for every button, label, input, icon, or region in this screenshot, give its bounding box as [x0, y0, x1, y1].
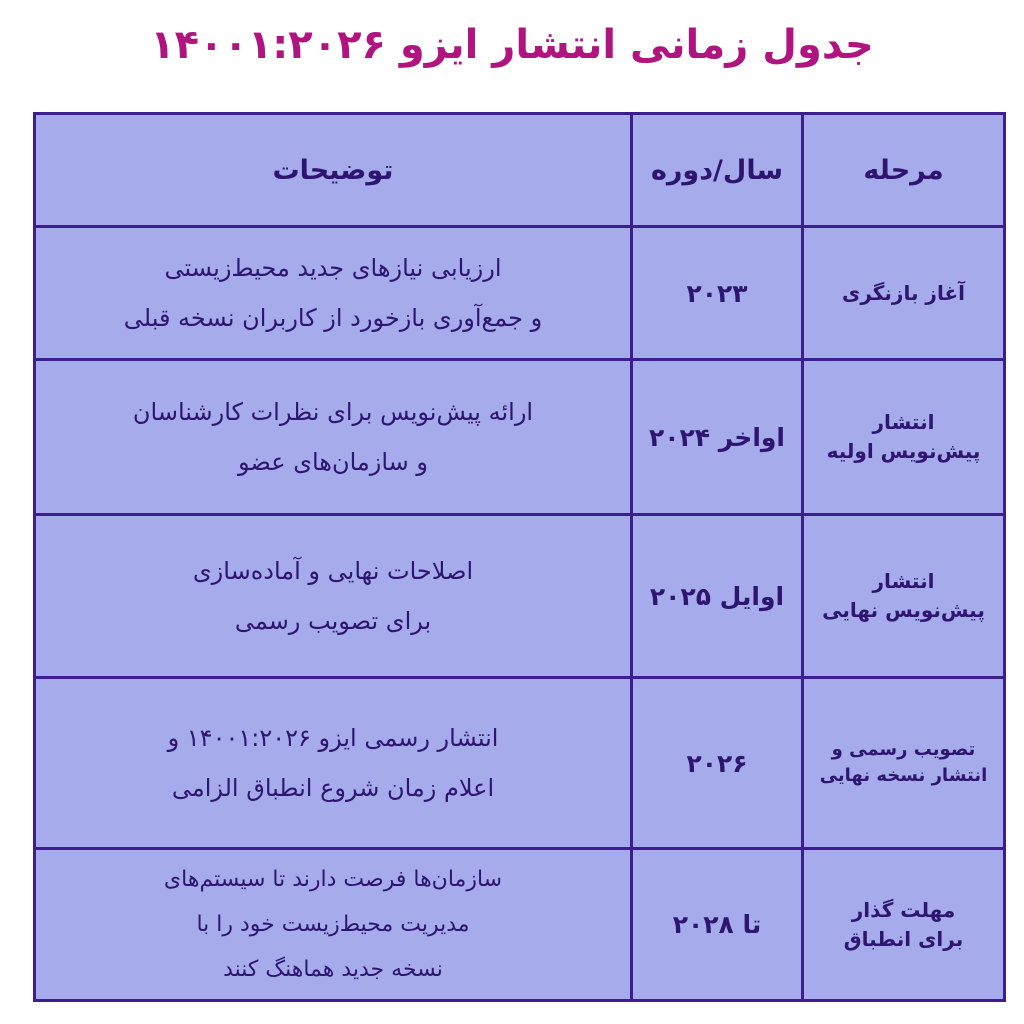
year-cell: ۲۰۲۳	[632, 227, 803, 360]
stage-cell	[803, 678, 1005, 849]
stage-cell	[803, 515, 1005, 678]
table-row	[35, 227, 1005, 360]
description-line: اصلاحات نهایی و آماده‌سازی	[192, 556, 474, 585]
stage-line: انتشار نسخه نهایی	[819, 765, 988, 786]
description-line: و جمع‌آوری بازخورد از کاربران نسخه قبلی	[123, 304, 543, 332]
stage-line: پیش‌نویس اولیه	[826, 439, 981, 463]
description-cell	[35, 227, 632, 360]
description-cell	[35, 360, 632, 515]
description-line: مدیریت محیط‌زیست خود را با	[196, 911, 470, 937]
stage-cell	[803, 360, 1005, 515]
header-description: توضیحات	[35, 114, 632, 227]
description-line: ارائه پیش‌نویس برای نظرات کارشناسان	[132, 397, 534, 426]
stage-line: تصویب رسمی و	[831, 738, 976, 760]
description-line: سازمان‌ها فرصت دارند تا سیستم‌های	[163, 866, 503, 892]
table-row	[35, 360, 1005, 515]
table-header-row	[35, 114, 1005, 227]
year-cell: تا ۲۰۲۸	[632, 849, 803, 1001]
header-stage: مرحله	[803, 114, 1005, 227]
table-row	[35, 678, 1005, 849]
year-cell: اواخر ۲۰۲۴	[632, 360, 803, 515]
stage-line: انتشار	[872, 569, 935, 593]
stage-line: آغاز بازنگری	[842, 280, 965, 305]
description-line: برای تصویب رسمی	[234, 607, 432, 635]
description-cell	[35, 678, 632, 849]
description-line: ارزیابی نیازهای جدید محیط‌زیستی	[164, 253, 502, 282]
header-year: سال/دوره	[632, 114, 803, 227]
timeline-table	[33, 112, 1006, 1002]
description-line: اعلام زمان شروع انطباق الزامی	[171, 774, 495, 802]
description-cell	[35, 849, 632, 1001]
stage-line: مهلت گذار	[851, 897, 956, 922]
stage-line: پیش‌نویس نهایی	[822, 598, 985, 622]
page-title: جدول زمانی انتشار ایزو ۱۴۰۰۱:۲۰۲۶	[150, 22, 874, 68]
table-row	[35, 849, 1005, 1001]
description-line: و سازمان‌های عضو	[238, 448, 428, 476]
stage-line: برای انطباق	[843, 926, 964, 951]
stage-cell	[803, 227, 1005, 360]
description-line: نسخه جدید هماهنگ کنند	[223, 957, 443, 983]
description-line: انتشار رسمی ایزو ۱۴۰۰۱:۲۰۲۶ و	[167, 723, 499, 752]
table-row	[35, 515, 1005, 678]
description-cell	[35, 515, 632, 678]
year-cell: اوایل ۲۰۲۵	[632, 515, 803, 678]
year-cell: ۲۰۲۶	[632, 678, 803, 849]
stage-cell	[803, 849, 1005, 1001]
stage-line: انتشار	[872, 410, 935, 434]
